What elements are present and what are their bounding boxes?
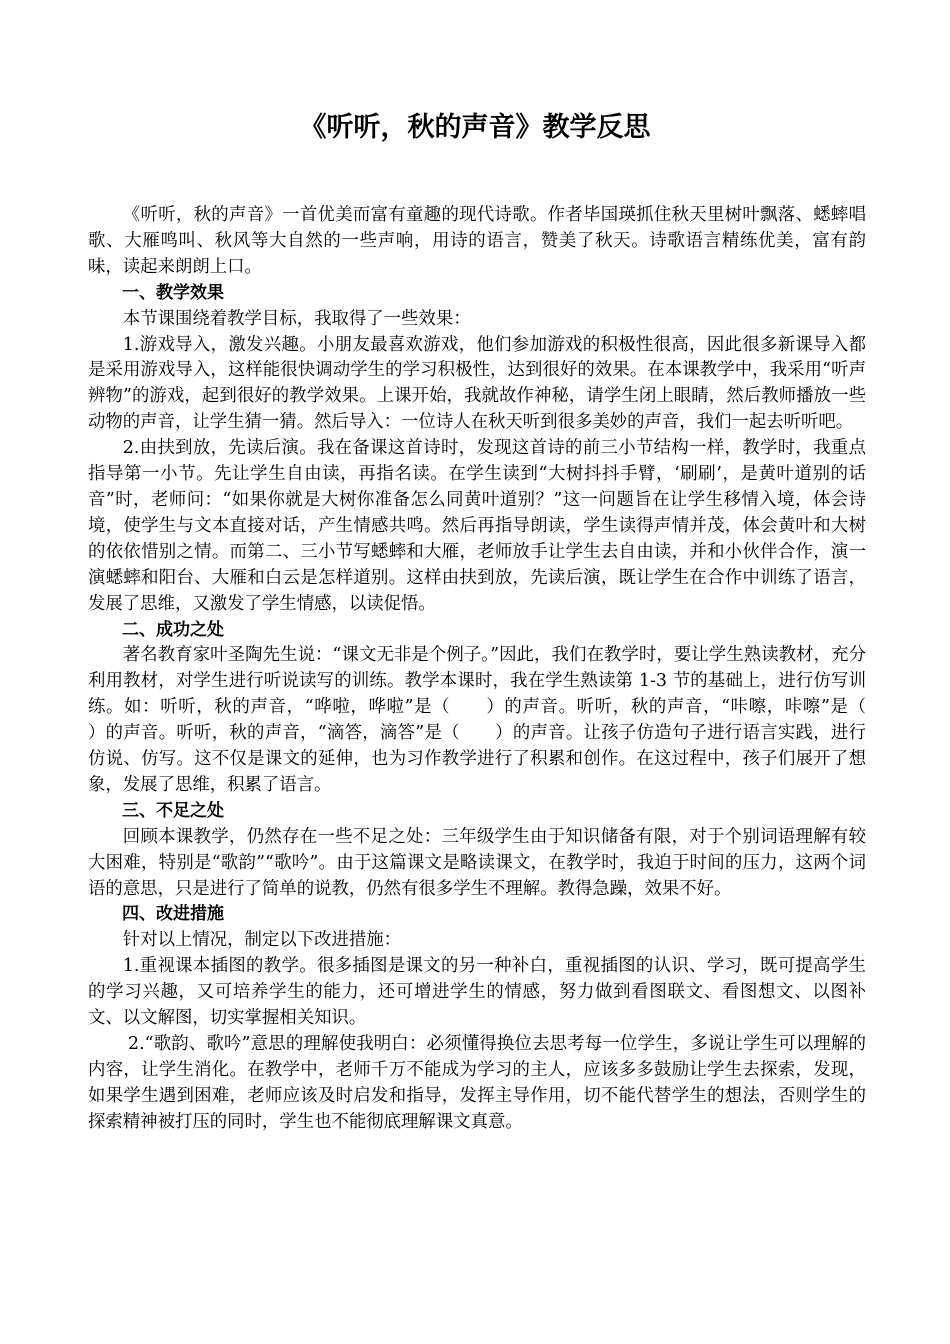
section-heading: 二、成功之处 (122, 619, 224, 640)
body-paragraph: 回顾本课教学，仍然存在一些不足之处：三年级学生由于知识储备有限，对于个别词语理解有较大困难，特别是“歌韵”“歌吟”。由于这篇课文是略读课文，在教学时，我迫于时间的压力，这两个词语的意思，只是进行了简单的说教，仍然有很多学生不理解。教得急躁，效果不好。 (88, 826, 866, 899)
section-heading: 一、教学效果 (122, 282, 224, 303)
section-heading: 四、改进措施 (122, 904, 224, 925)
document-body (88, 203, 901, 1136)
body-paragraph: 2.由扶到放，先读后演。我在备课这首诗时，发现这首诗的前三小节结构一样，教学时，我重点指导第一小节。先让学生自由读，再指名读。在学生读到“大树抖抖手臂，‘刷刷’，是黄叶道别的话音”时，老师问：“如果你就是大树你准备怎么同黄叶道别？”这一问题旨在让学生移情入境，体会诗境，使学生与文本直接对话，产生情感共鸣。然后再指导朗读，学生读得声情并茂，体会黄叶和大树的依依惜别之情。而第二、三小节写蟋蟀和大雁，老师放手让学生去自由读，并和小伙伴合作，演一演蟋蟀和阳台、大雁和白云是怎样道别。这样由扶到放，先读后演，既让学生在合作中训练了语言，发展了思维，又激发了学生情感，以读促悟。 (88, 438, 866, 614)
document-title: 《听听，秋的声音》教学反思 (299, 112, 651, 143)
body-paragraph: 著名教育家叶圣陶先生说：“课文无非是个例子。”因此，我们在教学时，要让学生熟读教材，充分利用教材，对学生进行听说读写的训练。教学本课时，我在学生熟读第 1-3 节的基础上，进行仿写训练。如：听听，秋的声音，“哗啦，哗啦”是（ ）的声音。听听，秋的声音，“咔嚓，咔嚓”是（ ）的声音。听听，秋的声音，“滴答，滴答”是（ ）的声音。让孩子仿造句子进行语言实践，进行仿说、仿写。这不仅是课文的延伸，也为习作教学进行了积累和创作。在这过程中，孩子们展开了想象，发展了思维，积累了语言。 (88, 645, 901, 795)
section-shortcomings (88, 799, 866, 903)
body-paragraph: 本节课围绕着教学目标，我取得了一些效果： (122, 308, 471, 329)
section-heading: 三、不足之处 (122, 800, 224, 821)
body-paragraph: 1.重视课本插图的教学。很多插图是课文的另一种补白，重视插图的认识、学习，既可提高学生的学习兴趣，又可培养学生的能力，还可增进学生的情感，努力做到看图联文、看图想文、以图补文、以文解图，切实掌握相关知识。 (88, 956, 866, 1029)
section-successes (88, 618, 901, 799)
intro-paragraph: 《听听，秋的声音》一首优美而富有童趣的现代诗歌。作者毕国瑛抓住秋天里树叶飘落、蟋蟀唱歌、大雁鸣叫、秋风等大自然的一些声响，用诗的语言，赞美了秋天。诗歌语言精练优美，富有韵味，读起来朗朗上口。 (88, 205, 866, 277)
section-teaching-effect (88, 281, 866, 618)
body-paragraph: 1.游戏导入，激发兴趣。小朋友最喜欢游戏，他们参加游戏的积极性很高，因此很多新课导入都是采用游戏导入，这样能很快调动学生的学习积极性，达到很好的效果。在本课教学中，我采用“听声辨物”的游戏，起到很好的教学效果。上课开始，我就故作神秘，请学生闭上眼睛，然后教师播放一些动物的声音，让学生猜一猜。然后导入：一位诗人在秋天听到很多美妙的声音，我们一起去听听吧。 (88, 334, 866, 433)
body-paragraph: 针对以上情况，制定以下改进措施： (122, 930, 402, 951)
section-improvements (88, 902, 866, 1135)
body-paragraph: 2.“歌韵、歌吟”意思的理解使我明白：必须懂得换位去思考每一位学生，多说让学生可以理解的内容，让学生消化。在教学中，老师千万不能成为学习的主人，应该多多鼓励让学生去探索，发现，如果学生遇到困难，老师应该及时启发和指导，发挥主导作用，切不能代替学生的想法，否则学生的探索精神被打压的同时，学生也不能彻底理解课文真意。 (88, 1034, 866, 1132)
